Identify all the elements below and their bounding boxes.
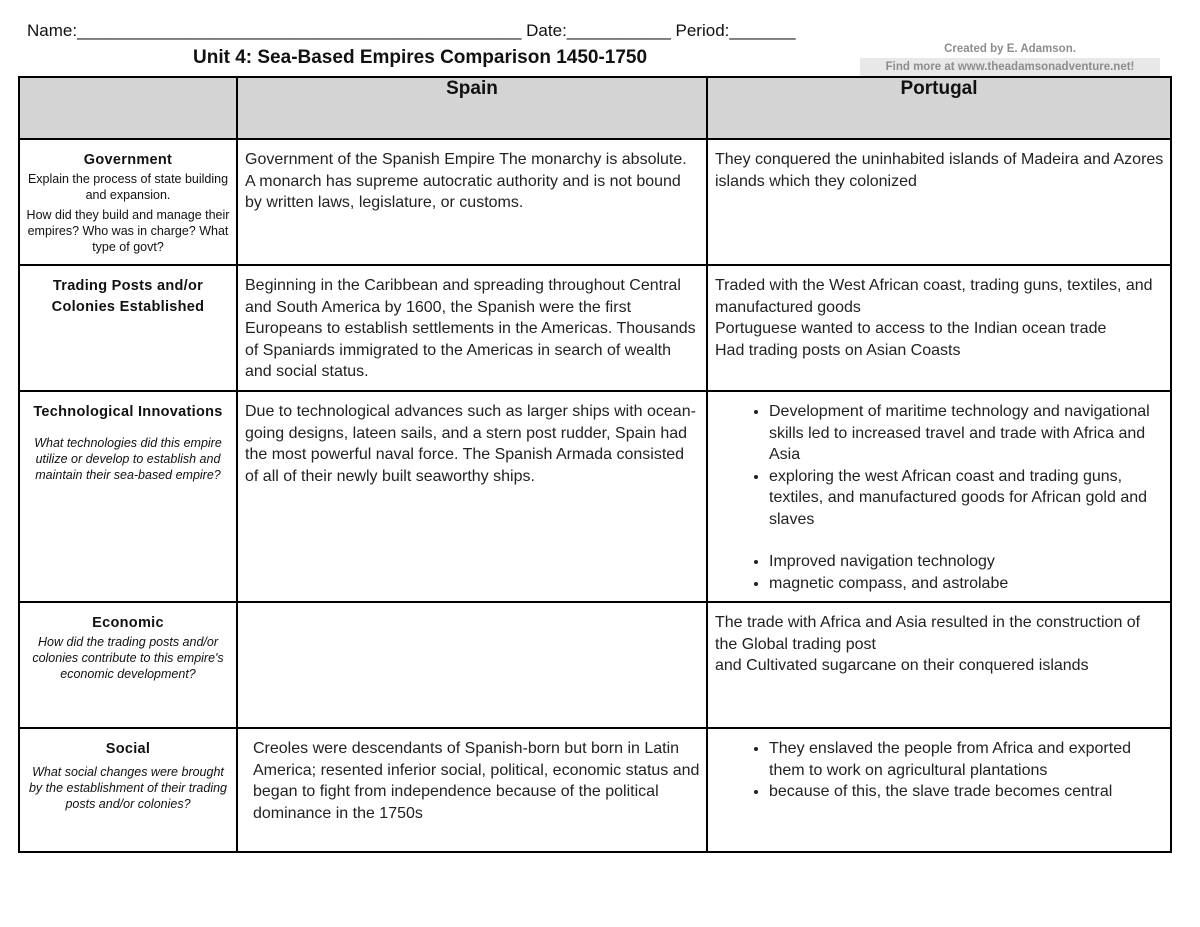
table-row-economic	[19, 602, 1171, 728]
text-line: The trade with Africa and Asia resulted in the construction of the Global trading post	[715, 614, 1141, 653]
corner-header-cell	[19, 77, 237, 139]
spacer	[715, 530, 1164, 551]
row-question-economic: How did the trading posts and/or colonies contribute to this empire's economic development?	[32, 635, 224, 681]
table-row-trading	[19, 265, 1171, 391]
cell-portugal-technology[interactable]	[707, 391, 1171, 602]
cell-spain-technology[interactable]: Due to technological advances such as larger ships with ocean-going designs, lateen sails, and a stern post rudder, Spain had the most powerful naval force. The Spanish Armada consisted of all of their newly built seaworthy ships.	[237, 391, 707, 602]
list-item: • because of this, the slave trade becomes central	[769, 781, 1164, 803]
table-row-technology	[19, 391, 1171, 602]
list-item: • Improved navigation technology	[769, 551, 1164, 573]
cell-portugal-economic[interactable]	[707, 602, 1171, 728]
list-item: • They enslaved the people from Africa and exported them to work on agricultural plantations	[769, 738, 1164, 781]
text-line: and Cultivated sugarcane on their conquered islands	[715, 657, 1089, 674]
list-item: • Development of maritime technology and navigational skills led to increased travel and trade with Africa and Asia	[769, 401, 1164, 466]
bullet-list	[715, 738, 1164, 803]
bullet-list	[715, 401, 1164, 530]
row-header-social	[19, 728, 237, 852]
cell-portugal-social[interactable]	[707, 728, 1171, 852]
row-question-technology: What technologies did this empire utilize or develop to establish and maintain their sea-based empire?	[34, 436, 222, 482]
page-title: Unit 4: Sea-Based Empires Comparison 1450-1750	[193, 47, 648, 68]
row-title-trading-1: Trading Posts and/or	[52, 278, 204, 294]
text-line: Traded with the West African coast, trading guns, textiles, and manufactured goods	[715, 277, 1153, 316]
cell-spain-trading[interactable]: Beginning in the Caribbean and spreading throughout Central and South America by 1600, the Spanish were the first Europeans to establish settlements in the Americas. Thousands of Spaniards immigrated to the Americas in search of wealth and social status.	[237, 265, 707, 391]
row-title-social: Social	[105, 741, 151, 757]
comparison-table	[18, 76, 1172, 853]
text-line: Portuguese wanted to access to the Indian ocean trade	[715, 320, 1107, 337]
row-header-government	[19, 139, 237, 265]
row-question-social: What social changes were brought by the establishment of their trading posts and/or colonies?	[28, 765, 228, 811]
credit-watermark	[860, 40, 1160, 76]
row-title-technology: Technological Innovations	[33, 404, 223, 420]
cell-spain-government[interactable]: Government of the Spanish Empire The monarchy is absolute. A monarch has supreme autocratic authority and is not bound by written laws, legislature, or customs.	[237, 139, 707, 265]
table-row-social	[19, 728, 1171, 852]
row-subtitle-government: Explain the process of state building and expansion.	[27, 172, 229, 202]
bullet-list	[715, 551, 1164, 594]
row-header-trading	[19, 265, 237, 391]
column-header-portugal: Portugal	[707, 77, 1171, 139]
row-title-trading-2: Colonies Established	[51, 299, 205, 315]
row-title-economic: Economic	[92, 615, 164, 631]
credit-line-website: Find more at www.theadamsonadventure.net!	[860, 58, 1160, 76]
table-row-government	[19, 139, 1171, 265]
cell-spain-economic[interactable]	[237, 602, 707, 728]
credit-line-author: Created by E. Adamson.	[944, 43, 1076, 55]
list-item: • exploring the west African coast and trading guns, textiles, and manufactured goods for African gold and slaves	[769, 466, 1164, 531]
name-date-period-line: Name:_______________________________________________ Date:___________ Period:_______	[27, 21, 796, 40]
cell-portugal-trading[interactable]	[707, 265, 1171, 391]
column-header-spain: Spain	[237, 77, 707, 139]
list-item: • magnetic compass, and astrolabe	[769, 573, 1164, 595]
cell-portugal-government[interactable]: They conquered the uninhabited islands of Madeira and Azores islands which they colonized	[707, 139, 1171, 265]
table-header-row	[19, 77, 1171, 139]
text-line: Had trading posts on Asian Coasts	[715, 341, 961, 359]
row-header-economic	[19, 602, 237, 728]
row-title-government: Government	[83, 152, 173, 168]
row-question-government: How did they build and manage their empires? Who was in charge? What type of govt?	[26, 208, 230, 254]
cell-spain-social[interactable]: Creoles were descendants of Spanish-born but born in Latin America; resented inferior social, political, economic status and began to fight from independence because of the political dominance in the 1750s	[237, 728, 707, 852]
row-header-technology	[19, 391, 237, 602]
